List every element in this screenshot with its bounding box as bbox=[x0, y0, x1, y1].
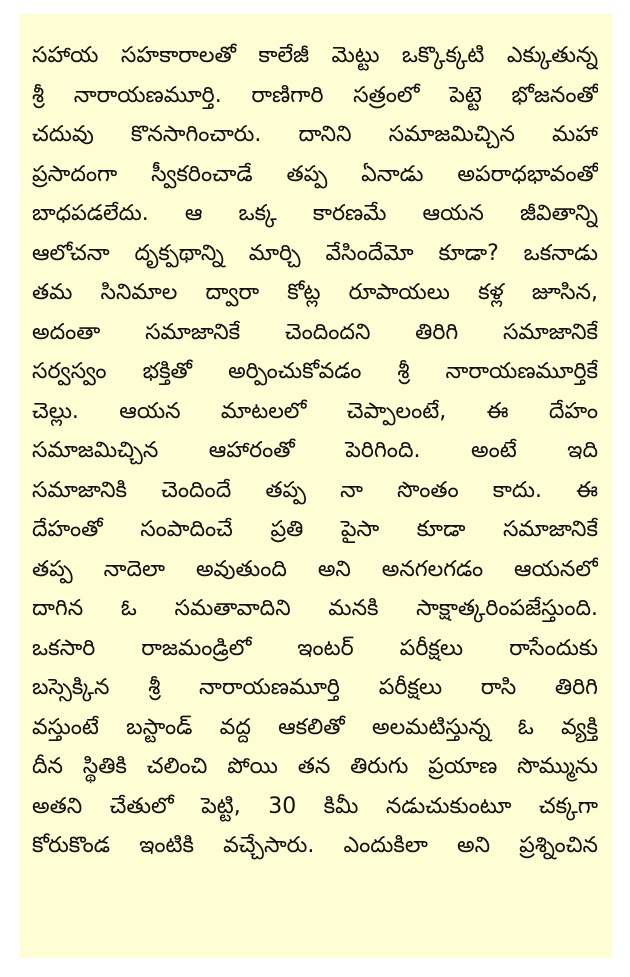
text-line-16: ఒకసారి రాజమండ్రిలో ఇంటర్ పరీక్షలు రాసేందుకు bbox=[32, 635, 598, 661]
text-line-12: సమాజానికి చెందిందే తప్ప నా సొంతం కాదు. ఈ bbox=[32, 477, 598, 503]
text-line-8: అదంతా సమాజానికే చెందిందని తిరిగి సమాజానికే bbox=[32, 319, 598, 345]
document-page bbox=[20, 14, 612, 958]
text-line-9: సర్వస్వం భక్తితో అర్పించుకోవడం శ్రీ నారాయణమూర్తికే bbox=[32, 359, 598, 384]
text-line-13: దేహంతో సంపాదించే ప్రతి పైసా కూడా సమాజానికే bbox=[32, 517, 598, 542]
text-line-7: తమ సినిమాల ద్వారా కోట్ల రూపాయలు కళ్ల జూసిన, bbox=[32, 280, 598, 305]
text-line-6: ఆలోచనా దృక్పథాన్ని మార్చి వేసిందేమో కూడా? ఒకనాడు bbox=[32, 240, 598, 266]
text-line-5: బాధపడలేదు. ఆ ఒక్క కారణమే ఆయన జీవితాన్ని bbox=[32, 201, 598, 226]
text-line-14: తప్ప నాదెలా అవుతుంది అని అనగలగడం ఆయనలో bbox=[32, 556, 598, 582]
text-line-1: సహాయ సహకారాలతో కాలేజీ మెట్టు ఒక్కొక్కటి ఎక్కుతున్న bbox=[32, 43, 598, 68]
text-line-20: అతని చేతులో పెట్టి, 30 కిమీ నడుచుకుంటూ చక్కగా bbox=[32, 793, 598, 819]
text-line-17: బస్సెక్కిన శ్రీ నారాయణమూర్తి పరీక్షలు రాసి తిరిగి bbox=[32, 675, 598, 700]
text-line-2: శ్రీ నారాయణమూర్తి. రాణిగారి సత్రంలో పెట్టె భోజనంతో bbox=[32, 82, 598, 108]
text-line-18: వస్తుంటే బస్టాండ్ వద్ద ఆకలితో అలమటిస్తున్న ఓ వ్యక్తి bbox=[32, 714, 598, 740]
text-line-21: కోరుకొండ ఇంటికి వచ్చేసారు. ఎందుకిలా అని ప్రశ్నించిన bbox=[32, 833, 598, 858]
text-line-3: చదువు కొనసాగించారు. దానిని సమాజమిచ్చిన మహా bbox=[32, 122, 598, 147]
text-line-10: చెల్లు. ఆయన మాటలలో చెప్పాలంటే, ఈ దేహం bbox=[32, 398, 598, 424]
text-line-4: ప్రసాదంగా స్వీకరించాడే తప్ప ఏనాడు అపరాధభావంతో bbox=[32, 161, 598, 187]
text-line-19: దీన స్థితికి చలించి పోయి తన తిరుగు ప్రయాణ సొమ్మును bbox=[32, 754, 598, 779]
text-line-15: దాగిన ఓ సమతావాదిని మనకి సాక్షాత్కరింపజేస్తుంది. bbox=[32, 596, 598, 621]
text-line-11: సమాజమిచ్చిన ఆహారంతో పెరిగింది. అంటే ఇది bbox=[32, 438, 598, 463]
